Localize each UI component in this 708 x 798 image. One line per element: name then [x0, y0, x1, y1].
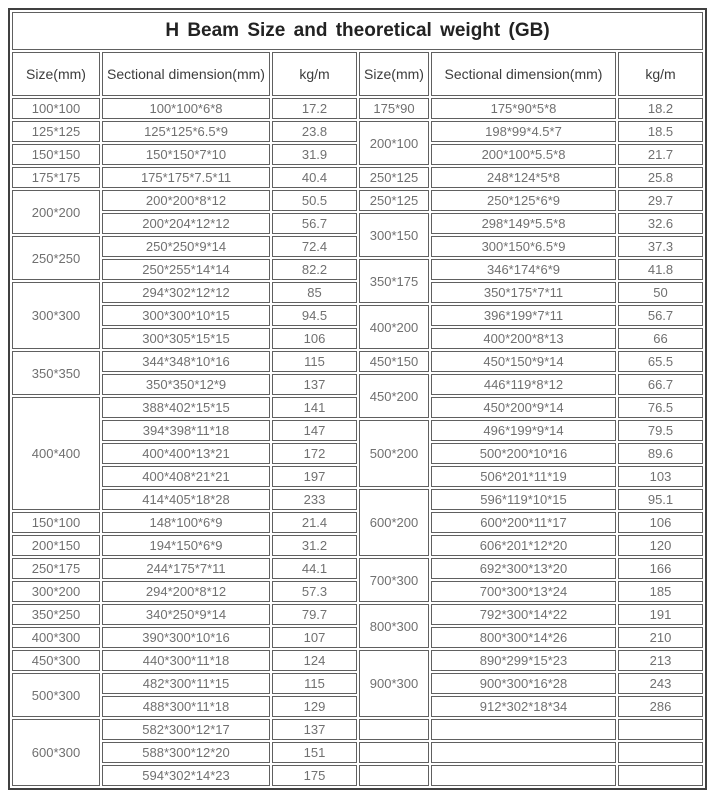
weight-cell: 31.9: [272, 144, 357, 165]
dimension-cell: 250*125*6*9: [431, 190, 616, 211]
dimension-cell: 596*119*10*15: [431, 489, 616, 510]
weight-cell: 18.2: [618, 98, 703, 119]
size-cell: 450*200: [359, 374, 429, 418]
column-header-kgm-left: kg/m: [272, 52, 357, 96]
table-body: [12, 98, 703, 786]
dimension-cell: 506*201*11*19: [431, 466, 616, 487]
weight-cell: 50.5: [272, 190, 357, 211]
table-row: [12, 121, 703, 142]
weight-cell: 210: [618, 627, 703, 648]
table-row: [12, 466, 703, 487]
table-row: [12, 627, 703, 648]
size-cell: 200*100: [359, 121, 429, 165]
table-title: H Beam Size and theoretical weight (GB): [12, 12, 703, 50]
table-row: [12, 236, 703, 257]
weight-cell: 57.3: [272, 581, 357, 602]
table-row: [12, 98, 703, 119]
weight-cell: 286: [618, 696, 703, 717]
dimension-cell: 496*199*9*14: [431, 420, 616, 441]
weight-cell: 25.8: [618, 167, 703, 188]
size-cell: 250*125: [359, 167, 429, 188]
dimension-cell: 100*100*6*8: [102, 98, 270, 119]
dimension-cell: [431, 765, 616, 786]
dimension-cell: 300*150*6.5*9: [431, 236, 616, 257]
size-cell: 200*150: [12, 535, 100, 556]
table-row: [12, 558, 703, 579]
weight-cell: 147: [272, 420, 357, 441]
dimension-cell: 792*300*14*22: [431, 604, 616, 625]
weight-cell: 106: [618, 512, 703, 533]
table-row: [12, 351, 703, 372]
weight-cell: 50: [618, 282, 703, 303]
weight-cell: 233: [272, 489, 357, 510]
column-header-dimension-right: Sectional dimension(mm): [431, 52, 616, 96]
table-row: [12, 259, 703, 280]
dimension-cell: 890*299*15*23: [431, 650, 616, 671]
header-row: [12, 52, 703, 96]
dimension-cell: 396*199*7*11: [431, 305, 616, 326]
dimension-cell: 200*204*12*12: [102, 213, 270, 234]
dimension-cell: [431, 742, 616, 763]
weight-cell: 29.7: [618, 190, 703, 211]
dimension-cell: 294*302*12*12: [102, 282, 270, 303]
weight-cell: 79.5: [618, 420, 703, 441]
column-header-dimension-left: Sectional dimension(mm): [102, 52, 270, 96]
weight-cell: 18.5: [618, 121, 703, 142]
weight-cell: 40.4: [272, 167, 357, 188]
weight-cell: 95.1: [618, 489, 703, 510]
table-row: [12, 374, 703, 395]
dimension-cell: 175*175*7.5*11: [102, 167, 270, 188]
table-row: [12, 604, 703, 625]
size-cell: 400*300: [12, 627, 100, 648]
weight-cell: 65.5: [618, 351, 703, 372]
title-row: [12, 12, 703, 50]
size-cell: 450*150: [359, 351, 429, 372]
dimension-cell: 340*250*9*14: [102, 604, 270, 625]
size-cell: 250*175: [12, 558, 100, 579]
weight-cell: 89.6: [618, 443, 703, 464]
dimension-cell: 588*300*12*20: [102, 742, 270, 763]
dimension-cell: 148*100*6*9: [102, 512, 270, 533]
dimension-cell: 346*174*6*9: [431, 259, 616, 280]
table-row: [12, 742, 703, 763]
table-row: [12, 397, 703, 418]
size-cell: 600*300: [12, 719, 100, 786]
dimension-cell: 400*400*13*21: [102, 443, 270, 464]
weight-cell: 129: [272, 696, 357, 717]
weight-cell: 106: [272, 328, 357, 349]
dimension-cell: 500*200*10*16: [431, 443, 616, 464]
dimension-cell: 250*255*14*14: [102, 259, 270, 280]
column-header-size-right: Size(mm): [359, 52, 429, 96]
size-cell: [359, 719, 429, 740]
table-row: [12, 213, 703, 234]
dimension-cell: 440*300*11*18: [102, 650, 270, 671]
weight-cell: [618, 765, 703, 786]
size-cell: 350*350: [12, 351, 100, 395]
dimension-cell: 250*250*9*14: [102, 236, 270, 257]
size-cell: 300*150: [359, 213, 429, 257]
dimension-cell: 390*300*10*16: [102, 627, 270, 648]
weight-cell: 21.4: [272, 512, 357, 533]
weight-cell: 94.5: [272, 305, 357, 326]
weight-cell: 243: [618, 673, 703, 694]
weight-cell: 82.2: [272, 259, 357, 280]
weight-cell: 172: [272, 443, 357, 464]
dimension-cell: 594*302*14*23: [102, 765, 270, 786]
table-row: [12, 765, 703, 786]
dimension-cell: 200*200*8*12: [102, 190, 270, 211]
weight-cell: 44.1: [272, 558, 357, 579]
weight-cell: 103: [618, 466, 703, 487]
weight-cell: 21.7: [618, 144, 703, 165]
dimension-cell: 198*99*4.5*7: [431, 121, 616, 142]
weight-cell: 197: [272, 466, 357, 487]
dimension-cell: 125*125*6.5*9: [102, 121, 270, 142]
dimension-cell: 912*302*18*34: [431, 696, 616, 717]
table-row: [12, 535, 703, 556]
weight-cell: 120: [618, 535, 703, 556]
size-cell: 800*300: [359, 604, 429, 648]
weight-cell: 115: [272, 351, 357, 372]
size-cell: 350*250: [12, 604, 100, 625]
dimension-cell: 400*200*8*13: [431, 328, 616, 349]
size-cell: [359, 742, 429, 763]
dimension-cell: 298*149*5.5*8: [431, 213, 616, 234]
size-cell: 250*125: [359, 190, 429, 211]
dimension-cell: 450*200*9*14: [431, 397, 616, 418]
dimension-cell: 300*300*10*15: [102, 305, 270, 326]
table-row: [12, 581, 703, 602]
weight-cell: 56.7: [618, 305, 703, 326]
size-cell: 150*100: [12, 512, 100, 533]
weight-cell: 166: [618, 558, 703, 579]
weight-cell: 137: [272, 719, 357, 740]
table-row: [12, 420, 703, 441]
weight-cell: 124: [272, 650, 357, 671]
dimension-cell: 450*150*9*14: [431, 351, 616, 372]
dimension-cell: 582*300*12*17: [102, 719, 270, 740]
table-row: [12, 512, 703, 533]
weight-cell: 107: [272, 627, 357, 648]
dimension-cell: 600*200*11*17: [431, 512, 616, 533]
hbeam-weight-table: [8, 8, 707, 790]
dimension-cell: 394*398*11*18: [102, 420, 270, 441]
column-header-size-left: Size(mm): [12, 52, 100, 96]
table-row: [12, 443, 703, 464]
dimension-cell: 700*300*13*24: [431, 581, 616, 602]
size-cell: 400*200: [359, 305, 429, 349]
weight-cell: 56.7: [272, 213, 357, 234]
dimension-cell: 200*100*5.5*8: [431, 144, 616, 165]
column-header-kgm-right: kg/m: [618, 52, 703, 96]
size-cell: 900*300: [359, 650, 429, 717]
dimension-cell: 488*300*11*18: [102, 696, 270, 717]
dimension-cell: [431, 719, 616, 740]
weight-cell: 213: [618, 650, 703, 671]
size-cell: 150*150: [12, 144, 100, 165]
table-row: [12, 328, 703, 349]
dimension-cell: 248*124*5*8: [431, 167, 616, 188]
dimension-cell: 300*305*15*15: [102, 328, 270, 349]
table-row: [12, 190, 703, 211]
dimension-cell: 244*175*7*11: [102, 558, 270, 579]
size-cell: 450*300: [12, 650, 100, 671]
weight-cell: [618, 742, 703, 763]
dimension-cell: 388*402*15*15: [102, 397, 270, 418]
size-cell: 500*300: [12, 673, 100, 717]
weight-cell: 79.7: [272, 604, 357, 625]
weight-cell: 23.8: [272, 121, 357, 142]
weight-cell: 17.2: [272, 98, 357, 119]
weight-cell: 32.6: [618, 213, 703, 234]
table-row: [12, 673, 703, 694]
weight-cell: 37.3: [618, 236, 703, 257]
size-cell: 300*300: [12, 282, 100, 349]
table-row: [12, 650, 703, 671]
dimension-cell: 446*119*8*12: [431, 374, 616, 395]
size-cell: [359, 765, 429, 786]
table-row: [12, 282, 703, 303]
size-cell: 700*300: [359, 558, 429, 602]
dimension-cell: 294*200*8*12: [102, 581, 270, 602]
weight-cell: 66.7: [618, 374, 703, 395]
size-cell: 600*200: [359, 489, 429, 556]
table-row: [12, 489, 703, 510]
dimension-cell: 350*175*7*11: [431, 282, 616, 303]
weight-cell: 115: [272, 673, 357, 694]
size-cell: 175*90: [359, 98, 429, 119]
dimension-cell: 900*300*16*28: [431, 673, 616, 694]
size-cell: 250*250: [12, 236, 100, 280]
weight-cell: 137: [272, 374, 357, 395]
dimension-cell: 350*350*12*9: [102, 374, 270, 395]
size-cell: 400*400: [12, 397, 100, 510]
weight-cell: 72.4: [272, 236, 357, 257]
dimension-cell: 344*348*10*16: [102, 351, 270, 372]
weight-cell: 191: [618, 604, 703, 625]
dimension-cell: 800*300*14*26: [431, 627, 616, 648]
dimension-cell: 175*90*5*8: [431, 98, 616, 119]
weight-cell: 185: [618, 581, 703, 602]
size-cell: 200*200: [12, 190, 100, 234]
size-cell: 500*200: [359, 420, 429, 487]
weight-cell: 85: [272, 282, 357, 303]
dimension-cell: 606*201*12*20: [431, 535, 616, 556]
dimension-cell: 482*300*11*15: [102, 673, 270, 694]
dimension-cell: 150*150*7*10: [102, 144, 270, 165]
table-row: [12, 696, 703, 717]
size-cell: 350*175: [359, 259, 429, 303]
weight-cell: 76.5: [618, 397, 703, 418]
weight-cell: 66: [618, 328, 703, 349]
dimension-cell: 400*408*21*21: [102, 466, 270, 487]
table-row: [12, 144, 703, 165]
table-row: [12, 167, 703, 188]
table-row: [12, 719, 703, 740]
weight-cell: 141: [272, 397, 357, 418]
weight-cell: 31.2: [272, 535, 357, 556]
size-cell: 125*125: [12, 121, 100, 142]
weight-cell: 175: [272, 765, 357, 786]
weight-cell: 151: [272, 742, 357, 763]
dimension-cell: 194*150*6*9: [102, 535, 270, 556]
dimension-cell: 414*405*18*28: [102, 489, 270, 510]
table-row: [12, 305, 703, 326]
size-cell: 175*175: [12, 167, 100, 188]
dimension-cell: 692*300*13*20: [431, 558, 616, 579]
size-cell: 100*100: [12, 98, 100, 119]
weight-cell: [618, 719, 703, 740]
weight-cell: 41.8: [618, 259, 703, 280]
size-cell: 300*200: [12, 581, 100, 602]
